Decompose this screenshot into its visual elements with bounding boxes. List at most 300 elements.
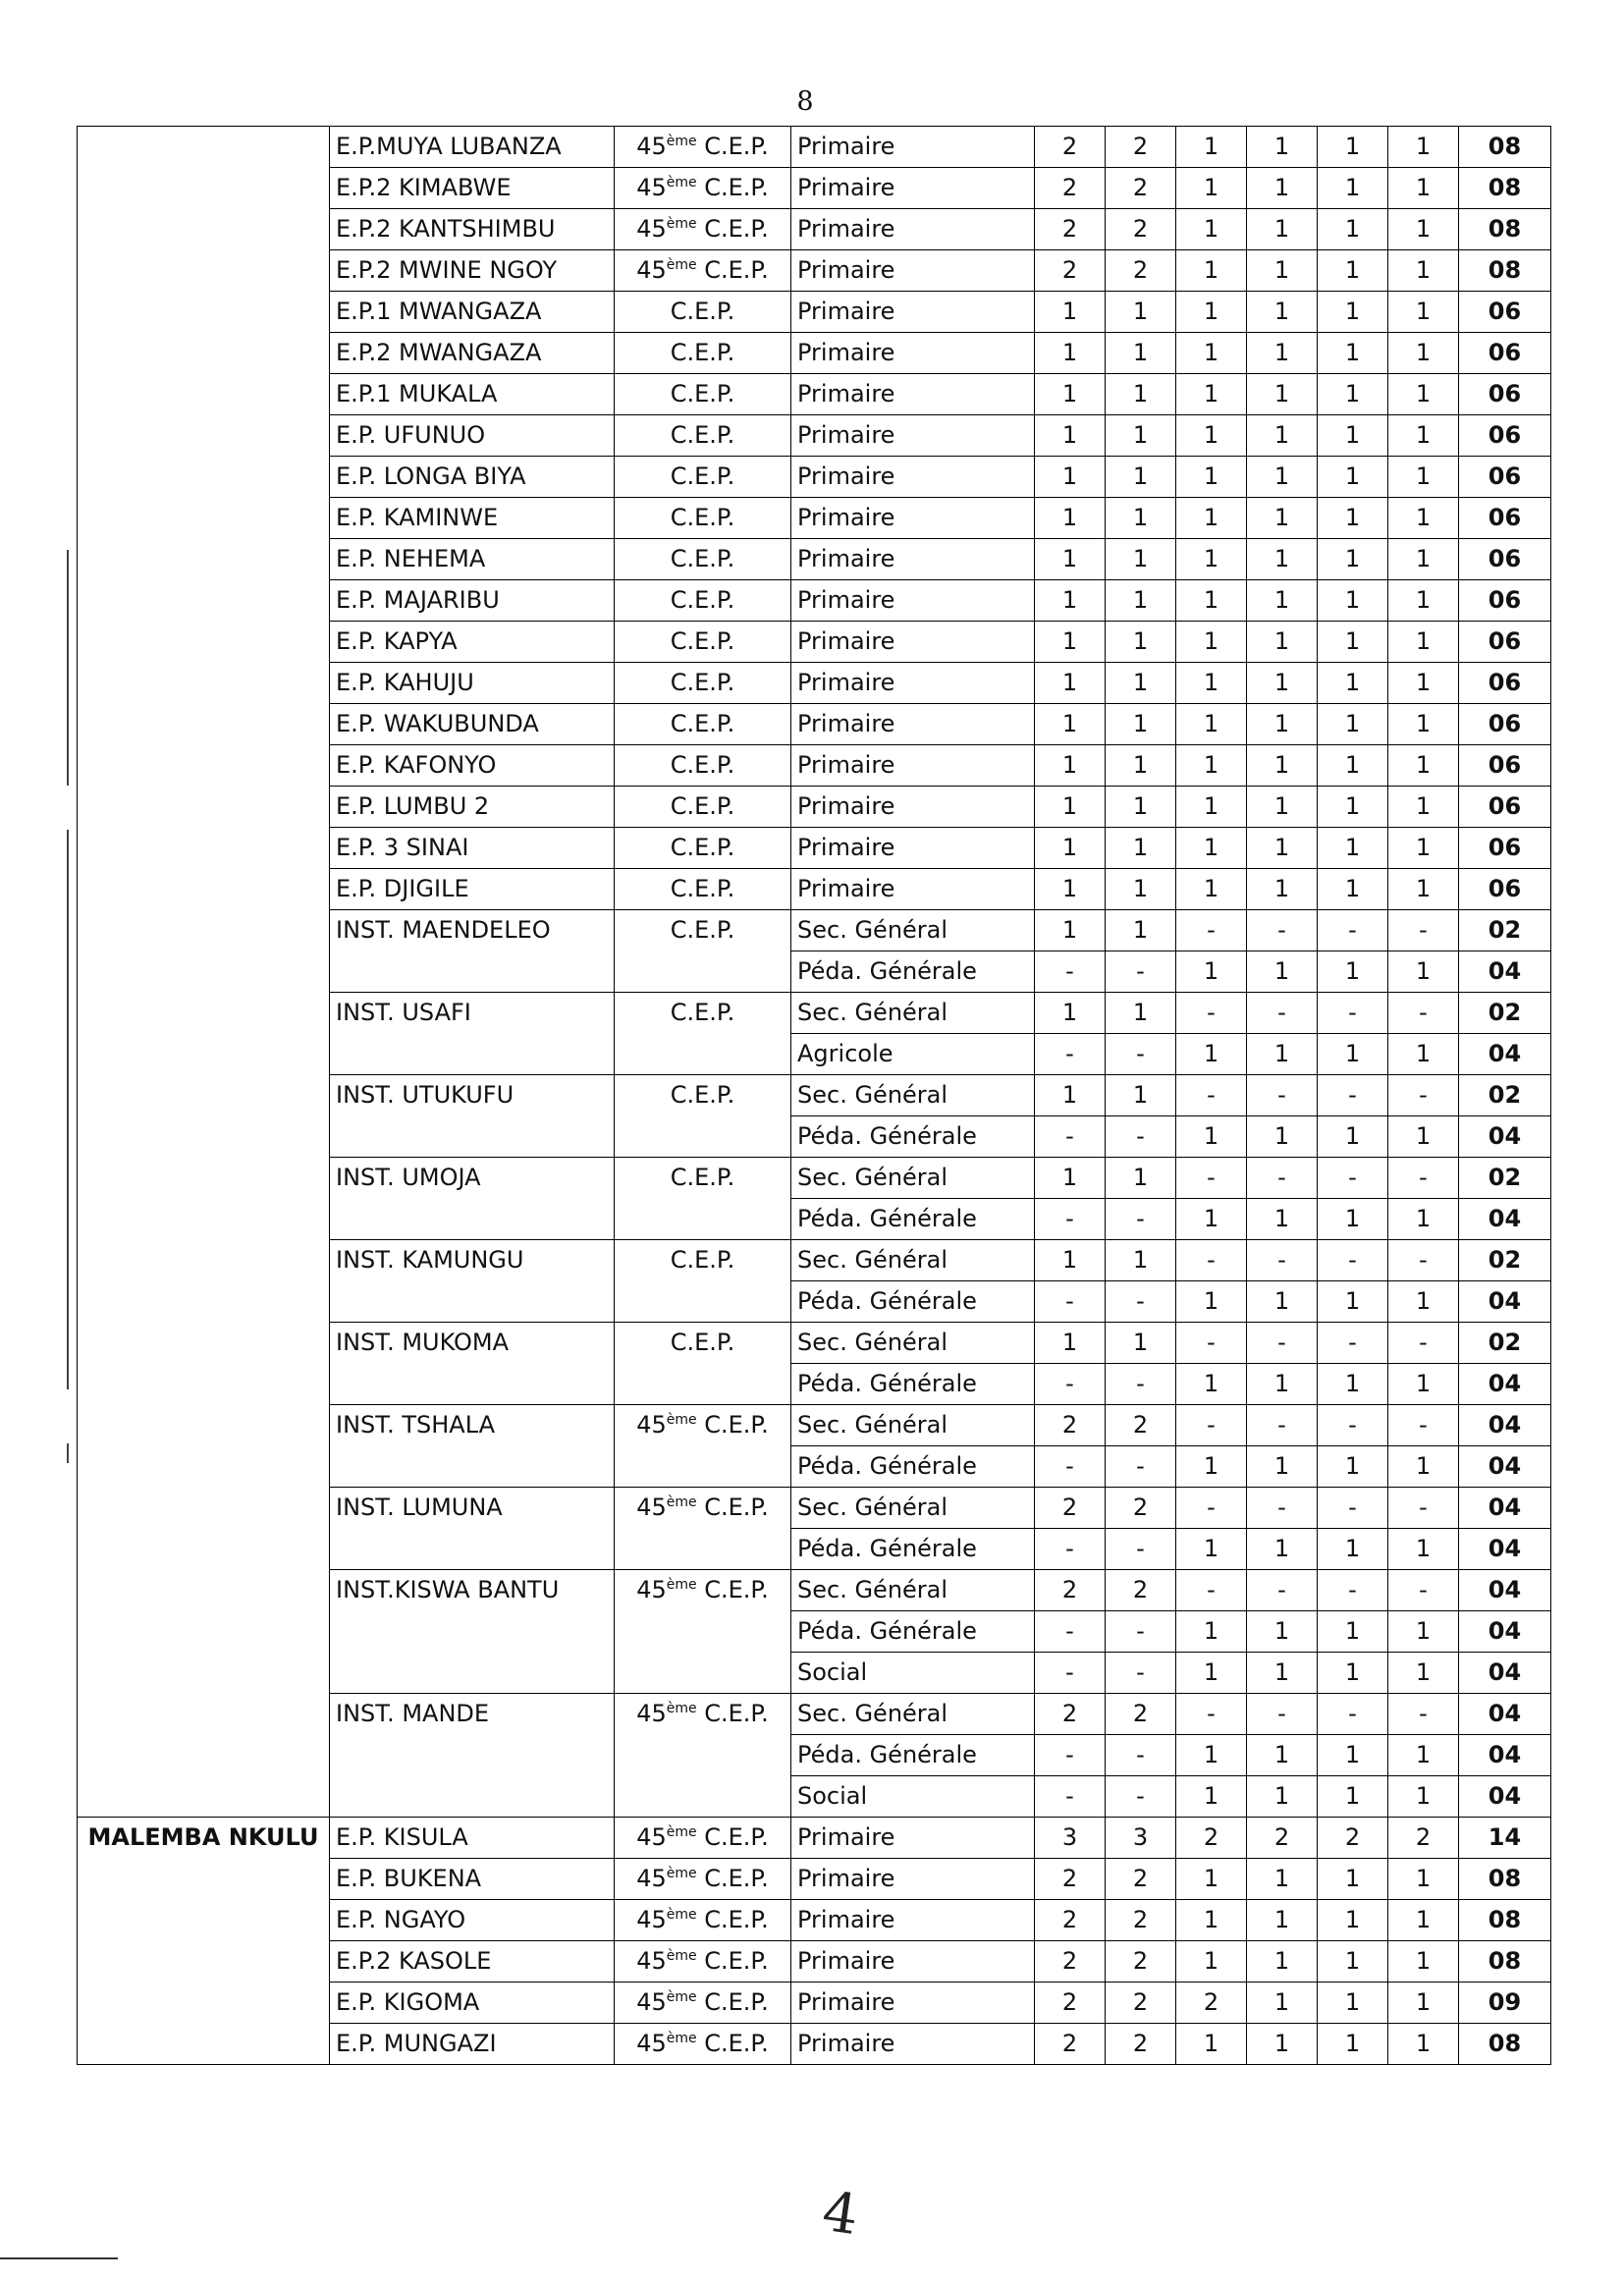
class-count-cell: 1: [1035, 580, 1106, 622]
total-cell: 08: [1459, 1941, 1551, 1983]
total-cell: 02: [1459, 1323, 1551, 1364]
class-count-cell: 1: [1176, 663, 1247, 704]
class-count-cell: -: [1176, 1323, 1247, 1364]
class-count-cell: 2: [1106, 209, 1176, 250]
class-count-cell: -: [1035, 1116, 1106, 1158]
total-cell: 06: [1459, 580, 1551, 622]
class-count-cell: 1: [1318, 1364, 1388, 1405]
class-count-cell: -: [1388, 1405, 1459, 1446]
class-count-cell: 1: [1176, 1859, 1247, 1900]
certificate-cell: C.E.P.: [615, 1240, 791, 1323]
cert-label: C.E.P.: [696, 1947, 769, 1975]
class-count-cell: 2: [1035, 168, 1106, 209]
cert-ordinal-suffix: ème: [666, 1412, 697, 1428]
total-cell: 08: [1459, 127, 1551, 168]
class-count-cell: 1: [1318, 127, 1388, 168]
total-cell: 06: [1459, 415, 1551, 457]
total-cell: 08: [1459, 168, 1551, 209]
total-cell: 06: [1459, 828, 1551, 869]
class-count-cell: 1: [1318, 168, 1388, 209]
class-count-cell: 1: [1176, 787, 1247, 828]
class-count-cell: 1: [1318, 457, 1388, 498]
class-count-cell: 1: [1176, 1611, 1247, 1653]
total-cell: 06: [1459, 292, 1551, 333]
class-count-cell: 2: [1106, 1983, 1176, 2024]
class-count-cell: 1: [1388, 127, 1459, 168]
class-count-cell: -: [1318, 1570, 1388, 1611]
class-count-cell: 2: [1106, 1488, 1176, 1529]
section-cell: Sec. Général: [791, 1570, 1035, 1611]
class-count-cell: 1: [1388, 580, 1459, 622]
class-count-cell: -: [1035, 1776, 1106, 1818]
class-count-cell: -: [1318, 1405, 1388, 1446]
total-cell: 04: [1459, 1694, 1551, 1735]
certificate-cell: [615, 209, 791, 250]
total-cell: 09: [1459, 1983, 1551, 2024]
class-count-cell: 2: [1106, 1405, 1176, 1446]
total-cell: 06: [1459, 539, 1551, 580]
class-count-cell: 1: [1388, 333, 1459, 374]
cert-ordinal-suffix: ème: [666, 1866, 697, 1881]
total-cell: 06: [1459, 457, 1551, 498]
class-count-cell: 1: [1318, 622, 1388, 663]
cert-label: C.E.P.: [696, 1988, 769, 2016]
certificate-cell: [615, 1488, 791, 1570]
school-allocation-table: [77, 126, 1551, 2065]
class-count-cell: 1: [1318, 1735, 1388, 1776]
class-count-cell: 2: [1106, 1859, 1176, 1900]
class-count-cell: -: [1388, 993, 1459, 1034]
class-count-cell: 1: [1247, 580, 1318, 622]
class-count-cell: 1: [1176, 333, 1247, 374]
section-cell: Péda. Générale: [791, 1611, 1035, 1653]
total-cell: 06: [1459, 498, 1551, 539]
cert-ordinal: 45: [636, 1576, 667, 1603]
total-cell: 06: [1459, 787, 1551, 828]
class-count-cell: -: [1388, 1158, 1459, 1199]
class-count-cell: -: [1318, 1158, 1388, 1199]
class-count-cell: -: [1318, 993, 1388, 1034]
class-count-cell: 1: [1318, 1281, 1388, 1323]
class-count-cell: 1: [1388, 457, 1459, 498]
section-cell: Péda. Générale: [791, 1735, 1035, 1776]
section-cell: Sec. Général: [791, 1694, 1035, 1735]
section-cell: Sec. Général: [791, 1158, 1035, 1199]
class-count-cell: 1: [1176, 2024, 1247, 2065]
class-count-cell: 1: [1247, 1611, 1318, 1653]
class-count-cell: 1: [1247, 498, 1318, 539]
class-count-cell: 2: [1035, 1983, 1106, 2024]
class-count-cell: 2: [1247, 1818, 1318, 1859]
total-cell: 08: [1459, 250, 1551, 292]
class-count-cell: 1: [1035, 374, 1106, 415]
school-name-cell: E.P.2 KIMABWE: [330, 168, 615, 209]
total-cell: 04: [1459, 1529, 1551, 1570]
class-count-cell: 1: [1388, 1941, 1459, 1983]
total-cell: 04: [1459, 1034, 1551, 1075]
total-cell: 04: [1459, 1653, 1551, 1694]
class-count-cell: 1: [1318, 1859, 1388, 1900]
cert-ordinal-suffix: ème: [666, 257, 697, 273]
total-cell: 06: [1459, 374, 1551, 415]
certificate-cell: [615, 127, 791, 168]
class-count-cell: 1: [1035, 787, 1106, 828]
certificate-cell: C.E.P.: [615, 745, 791, 787]
class-count-cell: 2: [1035, 1405, 1106, 1446]
class-count-cell: 1: [1388, 704, 1459, 745]
class-count-cell: -: [1176, 910, 1247, 951]
class-count-cell: 1: [1247, 2024, 1318, 2065]
school-name-cell: E.P.2 MWINE NGOY: [330, 250, 615, 292]
section-cell: Primaire: [791, 1941, 1035, 1983]
class-count-cell: 1: [1106, 663, 1176, 704]
class-count-cell: 1: [1318, 1446, 1388, 1488]
class-count-cell: -: [1388, 1240, 1459, 1281]
cert-ordinal: 45: [636, 256, 667, 284]
section-cell: Primaire: [791, 2024, 1035, 2065]
class-count-cell: 1: [1106, 374, 1176, 415]
cert-label: C.E.P.: [696, 1576, 769, 1603]
class-count-cell: 1: [1318, 951, 1388, 993]
class-count-cell: 1: [1176, 127, 1247, 168]
class-count-cell: 1: [1318, 498, 1388, 539]
class-count-cell: -: [1035, 1034, 1106, 1075]
class-count-cell: 1: [1388, 951, 1459, 993]
total-cell: 04: [1459, 1364, 1551, 1405]
class-count-cell: 1: [1176, 1529, 1247, 1570]
certificate-cell: C.E.P.: [615, 374, 791, 415]
class-count-cell: 1: [1318, 539, 1388, 580]
class-count-cell: 1: [1176, 1776, 1247, 1818]
class-count-cell: 1: [1035, 745, 1106, 787]
school-name-cell: E.P. KISULA: [330, 1818, 615, 1859]
class-count-cell: -: [1106, 1364, 1176, 1405]
class-count-cell: 1: [1247, 869, 1318, 910]
class-count-cell: 1: [1176, 498, 1247, 539]
class-count-cell: 1: [1388, 1034, 1459, 1075]
class-count-cell: 1: [1035, 828, 1106, 869]
class-count-cell: -: [1035, 1281, 1106, 1323]
section-cell: Péda. Générale: [791, 1446, 1035, 1488]
class-count-cell: 1: [1318, 1983, 1388, 2024]
class-count-cell: -: [1247, 1405, 1318, 1446]
certificate-cell: [615, 1983, 791, 2024]
certificate-cell: C.E.P.: [615, 787, 791, 828]
school-name-cell: E.P. NGAYO: [330, 1900, 615, 1941]
class-count-cell: 1: [1176, 209, 1247, 250]
class-count-cell: -: [1318, 1075, 1388, 1116]
class-count-cell: -: [1106, 1199, 1176, 1240]
class-count-cell: 2: [1106, 1694, 1176, 1735]
class-count-cell: 1: [1388, 2024, 1459, 2065]
class-count-cell: 1: [1247, 539, 1318, 580]
class-count-cell: -: [1247, 1488, 1318, 1529]
class-count-cell: 2: [1106, 2024, 1176, 2065]
class-count-cell: 1: [1318, 580, 1388, 622]
class-count-cell: 1: [1176, 415, 1247, 457]
margin-mark-bottom: [67, 1443, 69, 1463]
class-count-cell: 2: [1035, 250, 1106, 292]
class-count-cell: 1: [1247, 1653, 1318, 1694]
class-count-cell: 1: [1388, 1281, 1459, 1323]
certificate-cell: C.E.P.: [615, 1075, 791, 1158]
class-count-cell: 1: [1388, 1859, 1459, 1900]
class-count-cell: 1: [1176, 292, 1247, 333]
total-cell: 04: [1459, 1281, 1551, 1323]
class-count-cell: 1: [1318, 704, 1388, 745]
class-count-cell: 1: [1176, 1281, 1247, 1323]
class-count-cell: 1: [1247, 1859, 1318, 1900]
class-count-cell: 1: [1035, 663, 1106, 704]
total-cell: 04: [1459, 1116, 1551, 1158]
class-count-cell: -: [1176, 1240, 1247, 1281]
class-count-cell: -: [1247, 1240, 1318, 1281]
class-count-cell: 1: [1388, 1900, 1459, 1941]
school-name-cell: E.P.MUYA LUBANZA: [330, 127, 615, 168]
class-count-cell: 1: [1388, 1116, 1459, 1158]
class-count-cell: -: [1176, 1570, 1247, 1611]
certificate-cell: [615, 168, 791, 209]
class-count-cell: 1: [1247, 457, 1318, 498]
class-count-cell: 1: [1035, 993, 1106, 1034]
total-cell: 06: [1459, 869, 1551, 910]
class-count-cell: -: [1035, 951, 1106, 993]
school-name-cell: E.P. 3 SINAI: [330, 828, 615, 869]
class-count-cell: 2: [1318, 1818, 1388, 1859]
class-count-cell: 1: [1318, 2024, 1388, 2065]
total-cell: 04: [1459, 1199, 1551, 1240]
class-count-cell: 1: [1035, 704, 1106, 745]
section-cell: Primaire: [791, 704, 1035, 745]
class-count-cell: 1: [1176, 745, 1247, 787]
class-count-cell: 2: [1106, 1570, 1176, 1611]
class-count-cell: 1: [1247, 1735, 1318, 1776]
class-count-cell: 1: [1035, 1323, 1106, 1364]
cert-ordinal-suffix: ème: [666, 1907, 697, 1923]
section-cell: Primaire: [791, 292, 1035, 333]
class-count-cell: 1: [1388, 869, 1459, 910]
class-count-cell: 1: [1388, 622, 1459, 663]
class-count-cell: -: [1035, 1611, 1106, 1653]
total-cell: 06: [1459, 333, 1551, 374]
class-count-cell: -: [1247, 1570, 1318, 1611]
class-count-cell: 2: [1035, 1488, 1106, 1529]
class-count-cell: 1: [1247, 250, 1318, 292]
class-count-cell: 2: [1176, 1983, 1247, 2024]
section-cell: Sec. Général: [791, 1075, 1035, 1116]
class-count-cell: 1: [1176, 622, 1247, 663]
class-count-cell: 1: [1247, 1199, 1318, 1240]
certificate-cell: C.E.P.: [615, 869, 791, 910]
class-count-cell: 1: [1318, 1776, 1388, 1818]
class-count-cell: 1: [1176, 580, 1247, 622]
class-count-cell: 1: [1176, 1446, 1247, 1488]
class-count-cell: 1: [1318, 787, 1388, 828]
class-count-cell: 1: [1247, 1364, 1318, 1405]
class-count-cell: 1: [1176, 1900, 1247, 1941]
section-cell: Primaire: [791, 869, 1035, 910]
class-count-cell: 1: [1318, 209, 1388, 250]
section-cell: Primaire: [791, 374, 1035, 415]
class-count-cell: 1: [1388, 787, 1459, 828]
class-count-cell: 3: [1106, 1818, 1176, 1859]
section-cell: Sec. Général: [791, 1488, 1035, 1529]
certificate-cell: C.E.P.: [615, 993, 791, 1075]
class-count-cell: 1: [1318, 1941, 1388, 1983]
total-cell: 04: [1459, 1446, 1551, 1488]
cert-ordinal: 45: [636, 1700, 667, 1727]
certificate-cell: C.E.P.: [615, 622, 791, 663]
school-name-cell: E.P. LUMBU 2: [330, 787, 615, 828]
class-count-cell: 1: [1247, 787, 1318, 828]
certificate-cell: [615, 1859, 791, 1900]
certificate-cell: [615, 1900, 791, 1941]
certificate-cell: [615, 250, 791, 292]
cert-label: C.E.P.: [696, 133, 769, 160]
cert-ordinal-suffix: ème: [666, 134, 697, 149]
class-count-cell: 1: [1106, 993, 1176, 1034]
class-count-cell: -: [1106, 1116, 1176, 1158]
class-count-cell: 1: [1318, 663, 1388, 704]
class-count-cell: 1: [1388, 209, 1459, 250]
class-count-cell: 2: [1106, 127, 1176, 168]
class-count-cell: 1: [1106, 539, 1176, 580]
section-cell: Primaire: [791, 127, 1035, 168]
class-count-cell: -: [1247, 1694, 1318, 1735]
class-count-cell: 1: [1035, 869, 1106, 910]
class-count-cell: -: [1035, 1364, 1106, 1405]
class-count-cell: 1: [1106, 580, 1176, 622]
section-cell: Primaire: [791, 168, 1035, 209]
class-count-cell: -: [1388, 1075, 1459, 1116]
class-count-cell: 1: [1247, 1034, 1318, 1075]
class-count-cell: 1: [1388, 374, 1459, 415]
class-count-cell: 1: [1106, 498, 1176, 539]
section-cell: Péda. Générale: [791, 1116, 1035, 1158]
cert-label: C.E.P.: [696, 1823, 769, 1851]
class-count-cell: 1: [1106, 1323, 1176, 1364]
total-cell: 04: [1459, 951, 1551, 993]
class-count-cell: 1: [1247, 1446, 1318, 1488]
margin-mark-middle: [67, 830, 69, 1389]
class-count-cell: 1: [1035, 539, 1106, 580]
school-name-cell: INST.KISWA BANTU: [330, 1570, 615, 1694]
class-count-cell: 1: [1388, 1735, 1459, 1776]
certificate-cell: C.E.P.: [615, 580, 791, 622]
class-count-cell: 1: [1318, 1034, 1388, 1075]
cert-ordinal-suffix: ème: [666, 1701, 697, 1716]
class-count-cell: -: [1247, 1158, 1318, 1199]
section-cell: Primaire: [791, 787, 1035, 828]
class-count-cell: 2: [1035, 1941, 1106, 1983]
school-name-cell: E.P. KAMINWE: [330, 498, 615, 539]
class-count-cell: 1: [1388, 1611, 1459, 1653]
cert-ordinal-suffix: ème: [666, 216, 697, 232]
class-count-cell: -: [1247, 1323, 1318, 1364]
class-count-cell: 1: [1247, 1941, 1318, 1983]
certificate-cell: C.E.P.: [615, 663, 791, 704]
class-count-cell: 1: [1388, 1446, 1459, 1488]
total-cell: 08: [1459, 1859, 1551, 1900]
school-name-cell: E.P. BUKENA: [330, 1859, 615, 1900]
signature-mark: 4: [818, 2179, 862, 2249]
class-count-cell: 1: [1035, 1075, 1106, 1116]
class-count-cell: 1: [1176, 1735, 1247, 1776]
class-count-cell: 1: [1176, 457, 1247, 498]
class-count-cell: 2: [1106, 1900, 1176, 1941]
class-count-cell: 2: [1035, 2024, 1106, 2065]
total-cell: 08: [1459, 1900, 1551, 1941]
class-count-cell: -: [1176, 993, 1247, 1034]
cert-label: C.E.P.: [696, 256, 769, 284]
class-count-cell: 1: [1247, 209, 1318, 250]
class-count-cell: -: [1106, 1529, 1176, 1570]
school-name-cell: E.P. LONGA BIYA: [330, 457, 615, 498]
section-cell: Sec. Général: [791, 910, 1035, 951]
certificate-cell: C.E.P.: [615, 292, 791, 333]
certificate-cell: C.E.P.: [615, 704, 791, 745]
total-cell: 02: [1459, 1075, 1551, 1116]
class-count-cell: 1: [1035, 333, 1106, 374]
class-count-cell: 1: [1388, 168, 1459, 209]
section-cell: Social: [791, 1776, 1035, 1818]
class-count-cell: -: [1176, 1488, 1247, 1529]
class-count-cell: 1: [1035, 1240, 1106, 1281]
class-count-cell: -: [1035, 1199, 1106, 1240]
class-count-cell: 1: [1176, 1941, 1247, 1983]
cert-ordinal: 45: [636, 1906, 667, 1933]
class-count-cell: 1: [1247, 663, 1318, 704]
cert-ordinal-suffix: ème: [666, 2031, 697, 2046]
class-count-cell: -: [1388, 910, 1459, 951]
class-count-cell: 1: [1176, 374, 1247, 415]
class-count-cell: 1: [1247, 168, 1318, 209]
class-count-cell: 1: [1388, 663, 1459, 704]
table-row: [78, 127, 1551, 168]
class-count-cell: 1: [1318, 333, 1388, 374]
cert-ordinal: 45: [636, 1988, 667, 2016]
class-count-cell: 1: [1247, 622, 1318, 663]
total-cell: 04: [1459, 1488, 1551, 1529]
class-count-cell: 1: [1247, 1983, 1318, 2024]
class-count-cell: 2: [1176, 1818, 1247, 1859]
class-count-cell: 1: [1106, 745, 1176, 787]
class-count-cell: 1: [1388, 1364, 1459, 1405]
total-cell: 14: [1459, 1818, 1551, 1859]
class-count-cell: 1: [1388, 1653, 1459, 1694]
section-cell: Sec. Général: [791, 993, 1035, 1034]
cert-ordinal: 45: [636, 1865, 667, 1892]
class-count-cell: -: [1318, 1694, 1388, 1735]
cert-label: C.E.P.: [696, 1700, 769, 1727]
class-count-cell: 1: [1176, 1653, 1247, 1694]
class-count-cell: -: [1035, 1653, 1106, 1694]
school-name-cell: INST. LUMUNA: [330, 1488, 615, 1570]
class-count-cell: 1: [1106, 787, 1176, 828]
class-count-cell: 1: [1388, 292, 1459, 333]
section-cell: Social: [791, 1653, 1035, 1694]
cert-ordinal: 45: [636, 174, 667, 201]
school-name-cell: E.P. UFUNUO: [330, 415, 615, 457]
class-count-cell: 1: [1388, 1983, 1459, 2024]
class-count-cell: -: [1106, 1611, 1176, 1653]
class-count-cell: 1: [1247, 127, 1318, 168]
cert-ordinal-suffix: ème: [666, 175, 697, 190]
school-name-cell: E.P. KIGOMA: [330, 1983, 615, 2024]
total-cell: 02: [1459, 1240, 1551, 1281]
class-count-cell: 1: [1318, 374, 1388, 415]
class-count-cell: 1: [1035, 415, 1106, 457]
